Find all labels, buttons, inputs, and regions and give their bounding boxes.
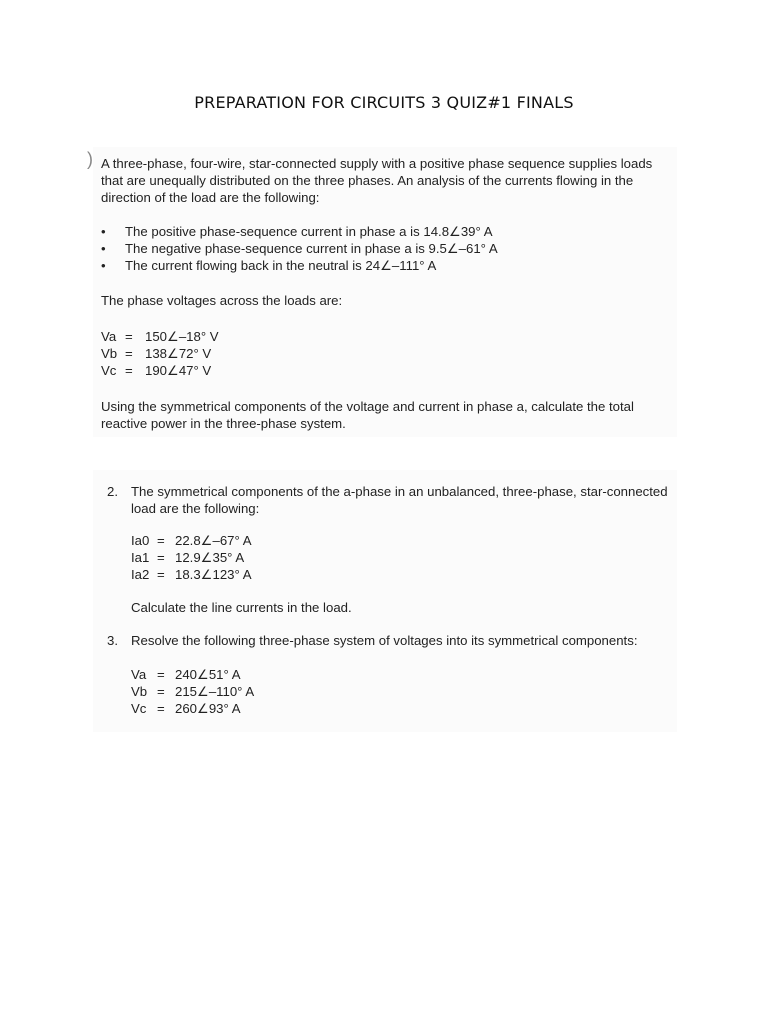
equation-label: Vb [131, 684, 148, 699]
equation-label: Va [131, 667, 147, 682]
equation-value: 150∠–18° V [145, 329, 219, 344]
bullet-item: The negative phase-sequence current in phase a is 9.5∠–61° A [125, 241, 498, 256]
equals-sign: = [157, 667, 165, 682]
equation-value: 240∠51° A [175, 667, 241, 682]
problem-2-text: The symmetrical components of the a-phase in an unbalanced, three-phase, star-connected load are the following: [131, 484, 668, 516]
equals-sign: = [125, 329, 133, 344]
bullet-marker: • [101, 224, 106, 239]
equation-value: 215∠–110° A [175, 684, 255, 699]
page-title: PREPARATION FOR CIRCUITS 3 QUIZ#1 FINALS [194, 93, 574, 112]
equation-value: 190∠47° V [145, 363, 212, 378]
equals-sign: = [157, 533, 165, 548]
problem-1-scan [87, 147, 677, 437]
equation-value: 260∠93° A [175, 701, 241, 716]
problems-2-3-scan [93, 470, 677, 732]
bullet-marker: • [101, 258, 106, 273]
pen-mark: ) [87, 149, 93, 169]
equation-label: Vc [131, 701, 147, 716]
problem-3-text: Resolve the following three-phase system of voltages into its symmetrical components: [131, 633, 638, 648]
equation-label: Vc [101, 363, 117, 378]
equation-label: Va [101, 329, 117, 344]
equals-sign: = [157, 567, 165, 582]
bullet-marker: • [101, 241, 106, 256]
problem-number: 3. [107, 633, 118, 648]
problem-1-question: Using the symmetrical components of the voltage and current in phase a, calculate the total reactive power in the three-phase system. [101, 399, 634, 431]
equation-value: 22.8∠–67° A [175, 533, 252, 548]
equation-label: Vb [101, 346, 118, 361]
equals-sign: = [157, 701, 165, 716]
equation-value: 18.3∠123° A [175, 567, 252, 582]
equation-label: Ia0 [131, 533, 150, 548]
equation-value: 12.9∠35° A [175, 550, 245, 565]
equation-value: 138∠72° V [145, 346, 212, 361]
equation-label: Ia2 [131, 567, 150, 582]
equals-sign: = [157, 550, 165, 565]
voltages-heading: The phase voltages across the loads are: [101, 293, 343, 308]
problem-number: 2. [107, 484, 118, 499]
problem-1-intro: A three-phase, four-wire, star-connected supply with a positive phase sequence supplies loads that are unequally distributed on the three phases. An analysis of the currents flowing in the direction of the load are the following: [101, 156, 653, 205]
bullet-item: The positive phase-sequence current in phase a is 14.8∠39° A [125, 224, 493, 239]
equals-sign: = [125, 363, 133, 378]
bullet-item: The current flowing back in the neutral is 24∠–111° A [125, 258, 437, 273]
problem-2-question: Calculate the line currents in the load. [131, 600, 352, 615]
equals-sign: = [125, 346, 133, 361]
equals-sign: = [157, 684, 165, 699]
equation-label: Ia1 [131, 550, 150, 565]
